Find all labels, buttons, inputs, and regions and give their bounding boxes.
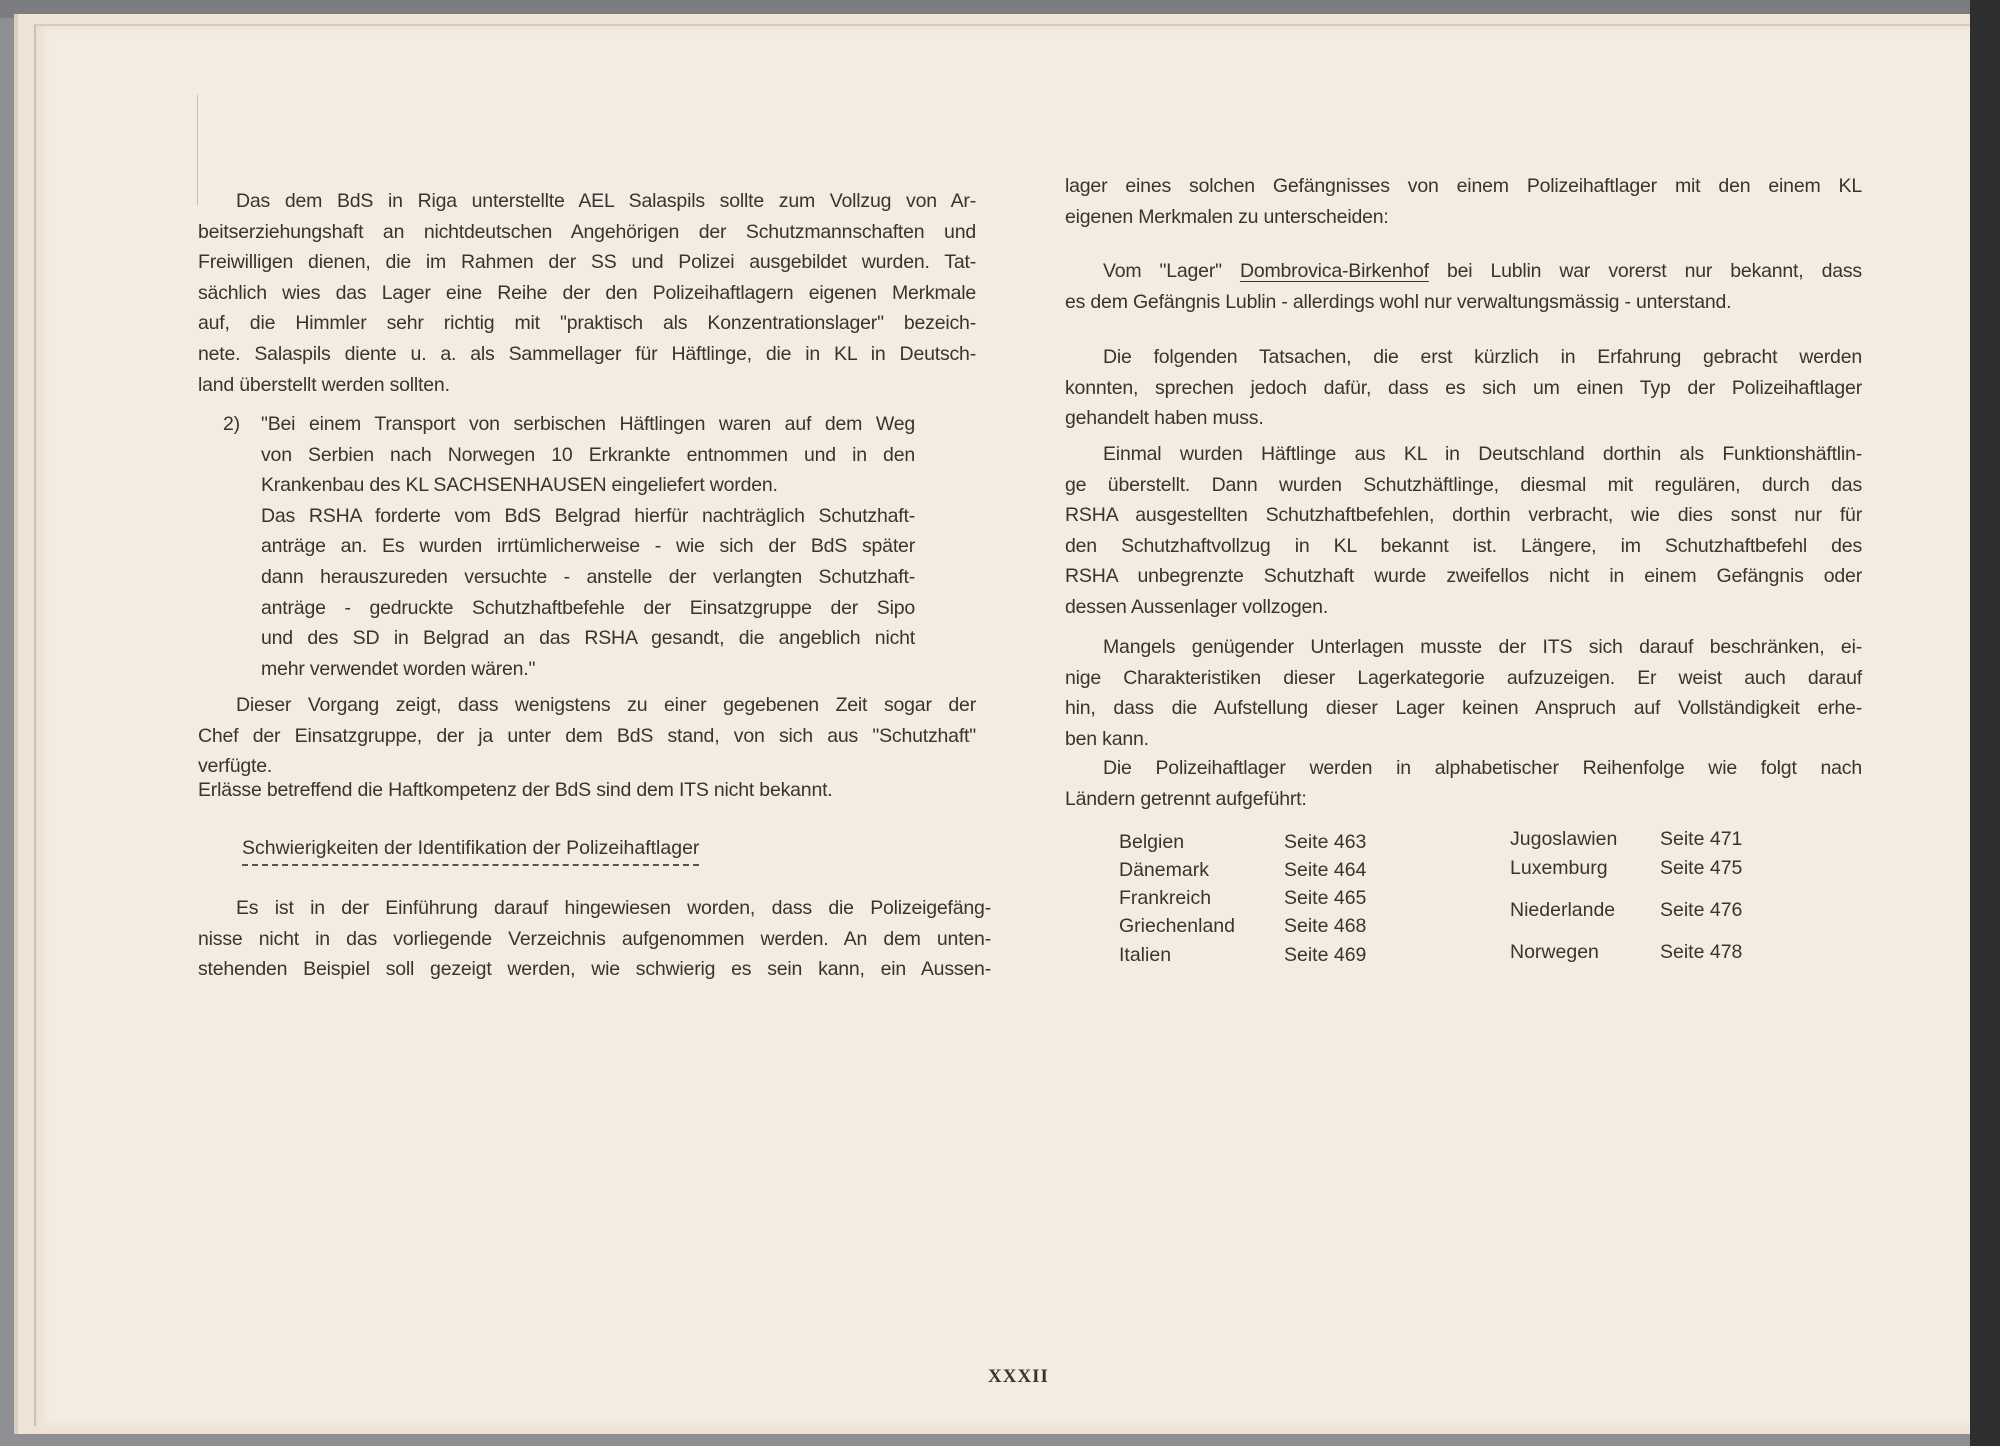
text-line: ge überstellt. Dann wurden Schutzhäftlinge, diesmal mit regulären, durch das [1065,473,1862,496]
text-line: RSHA ausgestellten Schutzhaftbefehlen, dorthin verbracht, wie dies sonst nur für [1065,504,1862,527]
underlined-place-name: Dombrovica-Birkenhof [1239,260,1429,282]
text-line: Erlässe betreffend die Haftkompetenz der BdS sind dem ITS nicht bekannt. [198,779,833,801]
scanner-right-edge [1970,0,2000,1446]
text-line: Krankenbau des KL SACHSENHAUSEN eingeliefert worden. [261,474,778,497]
text-line: RSHA unbegrenzte Schutzhaft wurde zweifellos nicht in einem Gefängnis oder [1065,565,1862,588]
text-line: Freiwilligen dienen, die im Rahmen der SS und Polizei ausgebildet wurden. Tat- [198,251,976,274]
text-line: dessen Aussenlager vollzogen. [1065,595,1329,618]
text-line: Es ist in der Einführung darauf hingewiesen worden, dass die Polizeigefäng- [236,897,991,919]
country-name: Griechenland [1119,915,1235,937]
country-page-ref: Seite 475 [1660,857,1743,879]
country-name: Belgien [1119,831,1185,853]
left-quote-item-2 [261,409,915,684]
text-line: nisse nicht in das vorliegende Verzeichnis aufgenommen werden. An dem unten- [198,927,991,950]
text-line: lager eines solchen Gefängnisses von einem Polizeihaftlager mit den einem KL [1065,175,1862,197]
right-paragraph-6 [1065,753,1862,814]
text-line: Die Polizeihaftlager werden in alphabetischer Reihenfolge wie folgt nach [1103,757,1862,779]
country-name: Niederlande [1510,899,1616,921]
text-line: es dem Gefängnis Lublin - allerdings wohl nur verwaltungsmässig - unterstand. [1065,290,1732,313]
right-paragraph-1 [1065,171,1862,232]
country-page-ref: Seite 463 [1284,831,1367,853]
text-line: anträge an. Es wurden irrtümlicherweise - wie sich der BdS später [261,535,915,558]
text-line [1065,256,1862,287]
item-2-number [223,409,240,440]
country-name: Italien [1119,944,1172,966]
left-paragraph-3 [198,775,976,806]
country-name: Jugoslawien [1510,828,1618,850]
right-paragraph-2 [1065,256,1862,317]
text-line: eigenen Merkmalen zu unterscheiden: [1065,205,1389,228]
text-line: nige Charakteristiken dieser Lagerkategorie aufzuzeigen. Er weist auch darauf [1065,666,1862,689]
text-line: "Bei einem Transport von serbischen Häftlingen waren auf dem Weg [261,413,915,435]
country-page-ref: Seite 471 [1660,828,1743,850]
item-number: 2) [223,413,240,435]
text-line: Mangels genügender Unterlagen musste der ITS sich darauf beschränken, ei- [1103,636,1862,658]
country-page-ref: Seite 469 [1284,944,1367,966]
text-line: Das RSHA forderte vom BdS Belgrad hierfür nachträglich Schutzhaft- [261,504,915,527]
left-paragraph-1 [198,186,976,400]
country-name: Dänemark [1119,859,1209,881]
left-paragraph-4 [198,893,991,985]
text-line: Das dem BdS in Riga unterstellte AEL Salaspils sollte zum Vollzug von Ar- [236,190,976,212]
right-paragraph-5 [1065,632,1862,754]
text-line: beitserziehungshaft an nichtdeutschen Angehörigen der Schutzmannschaften und [198,220,976,243]
text-line: sächlich wies das Lager eine Reihe der den Polizeihaftlagern eigenen Merkmale [198,281,976,304]
text-line: nete. Salaspils diente u. a. als Sammellager für Häftlinge, die in KL in Deutsch- [198,342,976,365]
country-page-ref: Seite 464 [1284,859,1367,881]
text-line: verfügte. [198,755,273,778]
left-paragraph-2 [198,690,976,782]
text-line: anträge - gedruckte Schutzhaftbefehle der Einsatzgruppe der Sipo [261,596,915,619]
text-line: Die folgenden Tatsachen, die erst kürzlich in Erfahrung gebracht werden [1103,346,1862,368]
text-line: von Serbien nach Norwegen 10 Erkrankte entnommen und in den [261,443,915,466]
text-fragment: bei Lublin war vorerst nur bekannt, dass [1428,260,1862,282]
text-line: dann herauszureden versuchte - anstelle der verlangten Schutzhaft- [261,565,915,588]
right-paragraph-2-rest [1065,287,1862,318]
right-paragraph-4 [1065,439,1862,623]
text-line: auf, die Himmler sehr richtig mit "praktisch als Konzentrationslager" bezeich- [198,312,976,335]
country-page-ref: Seite 468 [1284,915,1367,937]
right-paragraph-3 [1065,342,1862,434]
text-line: ben kann. [1065,727,1149,750]
text-line: Einmal wurden Häftlinge aus KL in Deutschland dorthin als Funktionshäftlin- [1103,443,1862,465]
text-line: Chef der Einsatzgruppe, der ja unter dem BdS stand, von sich aus "Schutzhaft" [198,724,976,747]
country-name: Frankreich [1119,887,1212,909]
text-line: land überstellt werden sollten. [198,373,450,396]
text-line: konnten, sprechen jedoch dafür, dass es sich um einen Typ der Polizeihaftlager [1065,376,1862,399]
country-name: Norwegen [1510,941,1599,963]
text-line: Dieser Vorgang zeigt, dass wenigstens zu einer gegebenen Zeit sogar der [236,694,976,716]
text-line: stehenden Beispiel soll gezeigt werden, wie schwierig es sein kann, ein Aussen- [198,958,991,981]
country-name: Luxemburg [1510,857,1608,879]
country-page-ref: Seite 465 [1284,887,1367,909]
page-number: XXXII [988,1366,1049,1387]
text-line: und des SD in Belgrad an das RSHA gesandt, die angeblich nicht [261,627,915,650]
text-line: hin, dass die Aufstellung dieser Lager keinen Anspruch auf Vollständigkeit erhe- [1065,697,1862,720]
section-heading: Schwierigkeiten der Identifikation der Polizeihaftlager [242,833,699,866]
country-page-ref: Seite 476 [1660,899,1743,921]
country-page-ref: Seite 478 [1660,941,1743,963]
text-line: mehr verwendet worden wären." [261,657,536,680]
text-fragment: Vom "Lager" [1103,260,1240,282]
text-line: Ländern getrennt aufgeführt: [1065,787,1307,810]
text-line: den Schutzhaftvollzug in KL bekannt ist. Längere, im Schutzhaftbefehl des [1065,534,1862,557]
text-line: gehandelt haben muss. [1065,407,1264,430]
